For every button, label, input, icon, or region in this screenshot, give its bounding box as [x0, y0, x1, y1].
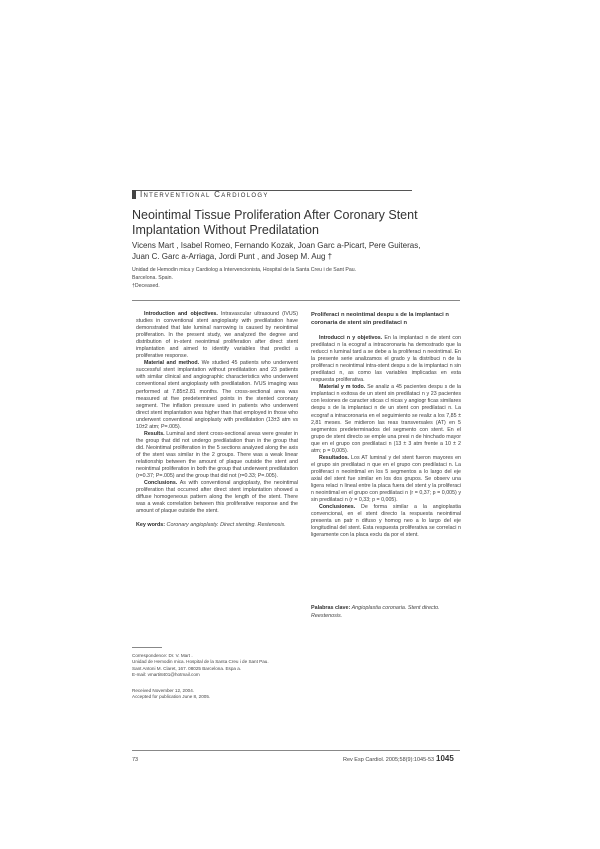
correspondence-block — [132, 653, 302, 701]
section-marker — [132, 190, 136, 199]
keywords-text-es: Angioplastia coronaria. Stent directo. Reestenosis. — [311, 605, 440, 619]
section-label: Interventional Cardiology — [140, 190, 269, 199]
abstract-english — [136, 311, 298, 529]
article-title: Neointimal Tissue Proliferation After Coronary Stent Implantation Without Predilatation — [132, 208, 418, 237]
footer-rule — [132, 750, 460, 751]
author-line-2: Juan C. Garc a-Arriaga, Jordi Punt , and Josep M. Aug † — [132, 252, 333, 261]
keywords-text-en: Coronary angioplasty. Direct stenting. Restenosis. — [165, 522, 286, 529]
results-heading-es: Resultados. — [319, 454, 350, 461]
results-heading-en: Results. — [144, 430, 165, 437]
journal-citation: Rev Esp Cardiol. 2005;58(9):1045-53 — [343, 757, 435, 763]
correspondence-line-3: Sant Antoni M. Claret, 167. 08025 Barcelona. Espa a. — [132, 665, 242, 671]
correspondence-line-2: Unidad de Hemodin mica. Hospital de la Santa Creu i de Sant Pau. — [132, 659, 269, 665]
affiliation-line-1: Unidad de Hemodin mica y Cardiolog a Intervencionista, Hospital de la Santa Creu i de Sant Pau. — [132, 267, 357, 273]
received-date: Received November 12, 2004. — [132, 688, 195, 694]
results-text-en: Luminal and stent cross-sectional areas were greater in the group that did not undergo predilatation than in the group that did. Neointimal proliferation in the 5 sections analyzed along the axis of the stent was similar in the 2 groups. There was a weak linear relationship between the amount of plaque outside the stent and neointimal proliferation in both the group that underwent predilatation (r=0.37; P=.005) and the group that did not (r=0.33; P=.005). — [136, 430, 298, 480]
affiliation — [132, 266, 422, 290]
method-heading-es: Material y m todo. — [319, 384, 366, 391]
conclusions-text-en: As with conventional angioplasty, the neointimal proliferation that occurred after direct stent implantation showed a diffuse homogeneous pattern along the length of the stent. There was a weak correlation between this proliferative response and the amount of plaque outside the stent. — [136, 480, 298, 515]
affiliation-line-3: †Deceased. — [132, 283, 160, 289]
conclusions-heading-es: Conclusiones. — [319, 504, 356, 511]
accepted-date: Accepted for publication June 8, 2005. — [132, 694, 211, 700]
abstract-spanish — [311, 335, 461, 539]
method-text-es: Se analiz a 45 pacientes despu s de la implantaci n exitosa de un stent sin predilataci n y 23 pacientes con lesiones de caracter sticas cl nicas y angiogr ficas similares despu s de la implantaci n de un stent con predilataci n. La ecograf a intracoronaria en el seguimiento se realiz a los 7,85 ± 2,81 meses. Se midieron las reas transversales (AT) en 5 segmentos predeterminados del segmento con stent. En el grupo de stent directo se emple una presi n de hinchado mayor que en el grupo con predilataci n (13 ± 3 atm frente a 10 ± 2 atm; p = 0,005). — [311, 384, 461, 454]
author-line-1: Vicens Mart , Isabel Romeo, Fernando Kozak, Joan Garc a-Picart, Pere Guiteras, — [132, 241, 421, 250]
intro-text-en: Intravascular ultrasound (IVUS) studies in conventional stent angioplasty with predilatation have demonstrated that late luminal narrowing is caused by neointimal proliferation. In the present study, we analyzed the degree and distribution of in-stent neointimal proliferation after direct stent implantation and aimed to identify variables that predict a proliferative response. — [136, 311, 298, 360]
footer-left-page: 73 — [132, 757, 139, 763]
method-heading-en: Material and method. — [144, 360, 200, 367]
conclusions-text-es: De forma similar a la angioplastia convencional, en el stent directo la respuesta neointimal presenta un patr n difuso y homog neo a lo largo del eje longitudinal del stent. Esta respuesta proliferativa se correlaci n ligeramente con la placa exclu da por el stent. — [311, 504, 461, 539]
intro-heading-en: Introduction and objectives. — [144, 311, 218, 317]
keywords-en — [136, 521, 298, 529]
top-divider — [132, 300, 460, 301]
spanish-title: Proliferaci n neointimal despu s de la implantaci n coronaria de stent sin predilataci n — [311, 312, 449, 326]
results-text-es: Los AT luminal y del stent fueron mayores en el grupo sin predilataci n que en el grupo con predilataci n. La proliferaci n neointimal en los 5 segmentos a lo largo del eje axial del stent fue similar en los dos grupos. Se observ una ligera relaci n lineal entre la placa fuera del stent y la proliferaci n neointimal en el grupo con predilataci n (r = 0,37; p = 0,005) y sin predilataci n (r = 0,33; p = 0,005). — [311, 454, 461, 504]
correspondence-email: E-mail: vmarti8401@hotmail.com — [132, 671, 200, 677]
conclusions-heading-en: Conclusions. — [144, 480, 178, 487]
intro-heading-es: Introducci n y objetivos. — [319, 335, 383, 341]
method-text-en: We studied 45 patients who underwent successful stent implantation without predilatation and 23 patients with similar clinical and angiographic characteristics who underwent conventional stent angioplasty with predilatation. IVUS imaging was performed at 7.85±2.81 months. The cross-sectional area was measured at five predetermined points in the stented coronary segment. The inflation pressure used in patients who underwent direct stent implantation was higher than that employed in those who underwent conventional angioplasty with predilatation (13±3 atm vs 10±2 atm; P=.005). — [136, 360, 298, 430]
page-number: 1045 — [436, 754, 454, 763]
correspondence-line-1: Correspondence: Dr. V. Mart . — [132, 653, 193, 658]
intro-text-es: En la implantaci n de stent con predilataci n la ecograf a intracoronaria ha demostrado que la reducci n luminal tard a se debe a la proliferaci n neointimal. En la presente serie analizamos el grado y la distribuci n de la proliferaci n neointimal intra-stent despu s de la implantaci n sin predilataci n, as como las variables implicadas en esta respuesta proliferativa. — [311, 335, 461, 384]
footnote-rule — [132, 647, 162, 648]
keywords-es — [311, 604, 461, 620]
keywords-label-es: Palabras clave: — [311, 605, 351, 611]
keywords-label-en: Key words: — [136, 522, 166, 529]
affiliation-line-2: Barcelona. Spain. — [132, 275, 173, 281]
author-list — [132, 240, 472, 262]
